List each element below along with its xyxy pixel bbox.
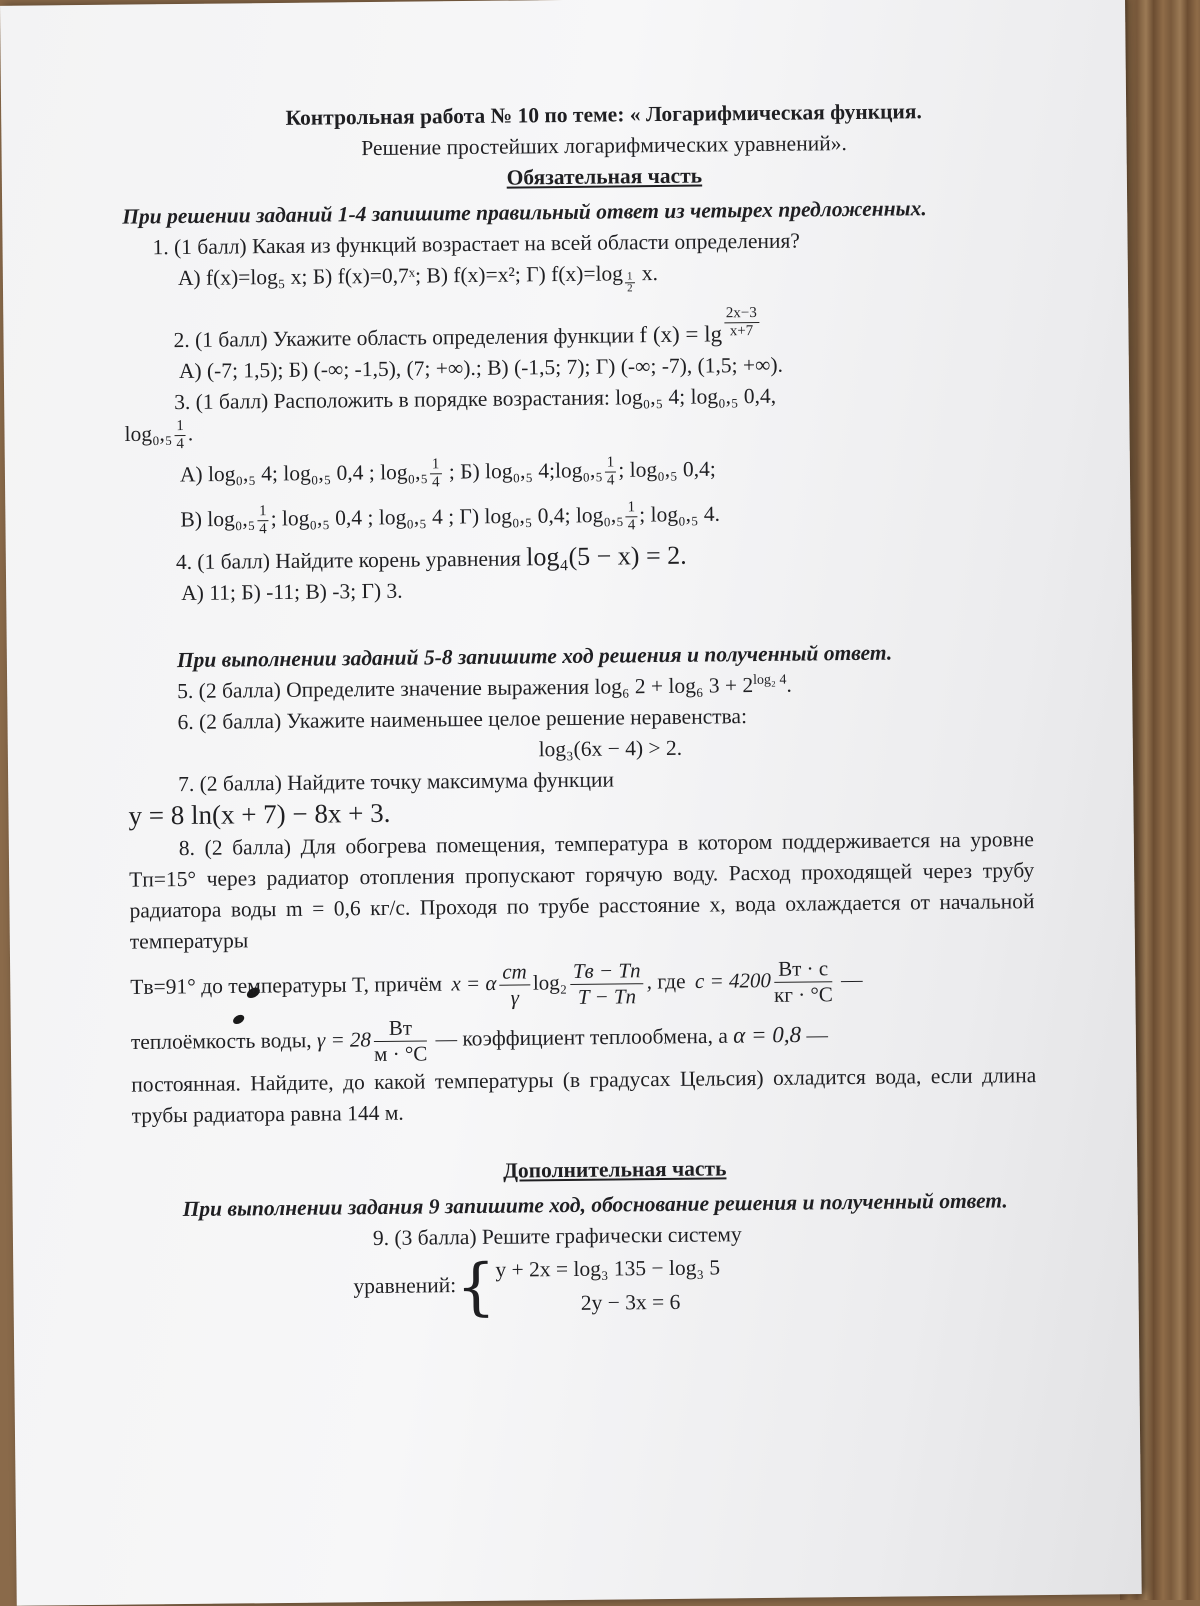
section-required-title: Обязательная часть (506, 163, 703, 190)
question-3-options-cd: В) log₀,₅ $\frac{1}{4}$ ; log₀,₅ 0,4 ; log₀,₅ 4 ; Г) log₀,₅ 0,4; log₀,₅ $\frac{1}{4}$ ; log₀,₅ 4. (180, 498, 721, 537)
q8-x-formula: x = α $\frac{cm}{\gamma}$ log₂ Tв − Tп T − Tп , (451, 957, 653, 1010)
question-9-system: уравнений:{ y + 2x = log₃ 135 − log₃ 5 2y − 3x = 6 (353, 1249, 721, 1323)
question-5: 5. (2 балла) Определите значение выражения log₆ 2 + log₆ $3 + 2^{log_2 4}$. (177, 672, 792, 703)
q8-gamma-formula: γ = 28 Вт м · °C (316, 1015, 428, 1066)
question-7-function: y = 8 ln(x + 7) − 8x + 3. (128, 797, 391, 831)
question-8-formula-line: Tв=91° до температуры T, причём x = α $\frac{cm}{\gamma}$ log₂ Tв − Tп T − Tп , где c = 4200 Вт · с кг · °C — (130, 955, 863, 1010)
question-1: 1. (1 балл) Какая из функций возрастает на всей области определения? (152, 228, 800, 260)
instructions-1-4: При решении заданий 1-4 запишите правильный ответ из четырех предложенных. (122, 196, 927, 229)
section-extra-title: Дополнительная часть (502, 1155, 727, 1183)
q1-base-fraction: 1 2 (626, 269, 633, 294)
equation-system: y + 2x = log₃ 135 − log₃ 5 2y − 3x = 6 (495, 1254, 721, 1315)
question-4: 4. (1 балл) Найдите корень уравнения log₄(5 − x) = 2. (175, 540, 687, 574)
question-8-end: постоянная. Найдите, до какой температуры (в градусах Цельсия) охладится вода, если длина трубы радиатора равна 144 м. (131, 1062, 1037, 1128)
question-7: 7. (2 балла) Найдите точку максимума функции (178, 767, 615, 796)
instructions-5-8: При выполнении заданий 5-8 запишите ход решения и полученный ответ. (176, 640, 893, 672)
question-1-options: А) f(x)=log₅ x; Б) f(x)=0,7ˣ; В) f(x)=x²; Г) f(x)=log $_{\frac{1}{2}}$ x. (177, 261, 659, 294)
question-3-continuation: log₀,₅ $\frac{1}{4}$ . (124, 417, 194, 452)
question-8-text: 8. (2 балла) Для обогрева помещения, температура в котором поддерживается на уровне Tп=15° через радиатор отопления пропускают горячую воду. Расход проходящей через трубу радиатора воды m = 0,6 кг/с. Проходя по трубе расстояние x, вода охлаждается от начальной температуры (129, 826, 1035, 954)
instructions-9: При выполнении задания 9 запишите ход, обоснование решения и полученный ответ. (182, 1187, 1008, 1221)
question-8-gamma-line: теплоёмкость воды, γ = 28 Вт м · °C — коэффициент теплообмена, а α = 0,8 — (130, 1015, 829, 1066)
question-2-options: А) (-7; 1,5); Б) (-∞; -1,5), (7; +∞).; В) (-1,5; 7); Г) (-∞; -7), (1,5; +∞). (178, 352, 784, 383)
question-3-options-ab: А) log₀,₅ 4; log₀,₅ 0,4 ; log₀,₅ $\frac{1}{4}$ ; Б) log₀,₅ 4;log₀,₅ $\frac{1}{4}$ ; log₀,₅ 0,4; (179, 454, 716, 490)
question-6: 6. (2 балла) Укажите наименьшее целое решение неравенства: (177, 703, 748, 734)
test-title: Контрольная работа № 10 по теме: « Логарифмическая функция. (285, 99, 922, 130)
q2-fraction: $\frac{2x-3}{x+7}$ (724, 305, 759, 340)
question-6-inequality: log₃(6x − 4) > 2. (538, 735, 683, 761)
question-9: 9. (3 балла) Решите графически систему (372, 1221, 742, 1250)
test-subtitle: Решение простейших логарифмических уравнений». (361, 131, 847, 161)
q8-c-formula: c = 4200 Вт · с кг · °C (694, 955, 833, 1007)
question-4-options: А) 11; Б) -11; В) -3; Г) 3. (181, 578, 403, 605)
test-content (121, 95, 1039, 1324)
question-2: 2. (1 балл) Укажите область определения функции f (x) = lg $\frac{2x-3}{x+7}$ (123, 302, 1028, 356)
question-3: 3. (1 балл) Расположить в порядке возрастания: log₀,₅ 4; log₀,₅ 0,4, (174, 383, 777, 414)
system-brace: { (455, 1249, 497, 1323)
q1-options-text: А) f(x)=log₅ x; Б) f(x)=0,7ˣ; В) f(x)=x²; Г) f(x)=log (177, 261, 624, 291)
